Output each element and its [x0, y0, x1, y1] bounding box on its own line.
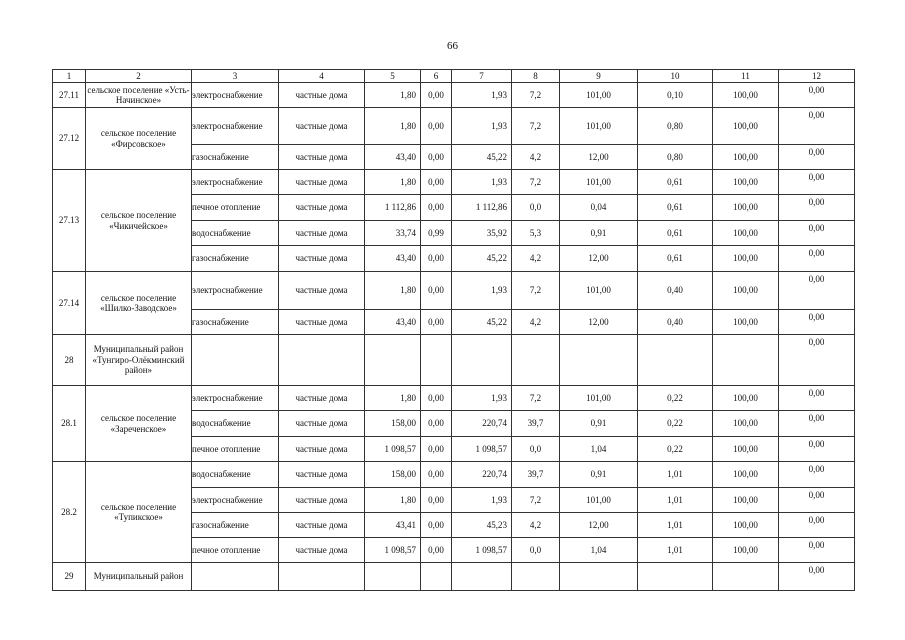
cell-col-9: 101,00 — [560, 488, 638, 513]
cell-col-9: 101,00 — [560, 83, 638, 108]
cell-col-11: 100,00 — [713, 513, 779, 538]
column-header: 10 — [638, 70, 713, 83]
cell-col-11: 100,00 — [713, 170, 779, 195]
cell-col-7: 1 098,57 — [452, 538, 512, 563]
settlement-name: Муниципальный район «Тунгиро-Олёкминский район» — [86, 335, 192, 386]
settlement-name: сельское поселение «Фирсовское» — [86, 108, 192, 170]
cell-col-7 — [452, 563, 512, 591]
cell-col-7: 220,74 — [452, 462, 512, 488]
cell-col-9: 12,00 — [560, 513, 638, 538]
cell-col-11: 100,00 — [713, 310, 779, 335]
cell-col-12: 0,00 — [779, 411, 855, 437]
cell-col-7 — [452, 335, 512, 386]
cell-col-8: 4,2 — [512, 513, 560, 538]
cell-col-5: 43,41 — [365, 513, 421, 538]
cell-col-9: 12,00 — [560, 310, 638, 335]
row-number: 28 — [53, 335, 86, 386]
cell-col-5: 158,00 — [365, 462, 421, 488]
cell-col-10: 1,01 — [638, 488, 713, 513]
cell-col-7: 1,93 — [452, 386, 512, 411]
cell-col-4: частные дома — [279, 462, 365, 488]
table-row — [53, 563, 855, 591]
cell-col-11: 100,00 — [713, 411, 779, 437]
cell-col-11: 100,00 — [713, 462, 779, 488]
page-number: 66 — [447, 40, 458, 52]
cell-col-11: 100,00 — [713, 386, 779, 411]
cell-col-11: 100,00 — [713, 145, 779, 170]
row-number: 28.1 — [53, 386, 86, 462]
cell-col-4: частные дома — [279, 310, 365, 335]
cell-col-6: 0,00 — [421, 195, 452, 221]
cell-col-4: частные дома — [279, 246, 365, 272]
cell-col-8: 39,7 — [512, 462, 560, 488]
column-header: 7 — [452, 70, 512, 83]
row-number: 29 — [53, 563, 86, 591]
cell-col-6: 0,00 — [421, 310, 452, 335]
cell-col-5 — [365, 335, 421, 386]
row-number: 27.12 — [53, 108, 86, 170]
cell-col-10: 0,80 — [638, 145, 713, 170]
row-number: 27.13 — [53, 170, 86, 272]
cell-col-9: 0,91 — [560, 462, 638, 488]
cell-col-5: 1,80 — [365, 386, 421, 411]
cell-col-5: 43,40 — [365, 246, 421, 272]
cell-col-9: 0,91 — [560, 221, 638, 246]
cell-col-5: 1 112,86 — [365, 195, 421, 221]
cell-col-10: 0,40 — [638, 272, 713, 310]
cell-col-12: 0,00 — [779, 513, 855, 538]
cell-col-4: частные дома — [279, 145, 365, 170]
cell-col-10: 1,01 — [638, 462, 713, 488]
cell-col-3: водоснабжение — [192, 411, 279, 437]
cell-col-10: 1,01 — [638, 538, 713, 563]
cell-col-3: газоснабжение — [192, 145, 279, 170]
tariff-table — [52, 69, 855, 591]
cell-col-9: 101,00 — [560, 108, 638, 145]
cell-col-6: 0,00 — [421, 411, 452, 437]
cell-col-3: печное отопление — [192, 437, 279, 462]
cell-col-7: 35,92 — [452, 221, 512, 246]
cell-col-3 — [192, 563, 279, 591]
column-header: 11 — [713, 70, 779, 83]
cell-col-4: частные дома — [279, 170, 365, 195]
cell-col-9 — [560, 563, 638, 591]
cell-col-5: 158,00 — [365, 411, 421, 437]
column-header: 1 — [53, 70, 86, 83]
cell-col-5: 33,74 — [365, 221, 421, 246]
cell-col-5: 1,80 — [365, 488, 421, 513]
cell-col-6: 0,00 — [421, 170, 452, 195]
cell-col-9: 0,91 — [560, 411, 638, 437]
cell-col-10: 0,22 — [638, 411, 713, 437]
header-row — [53, 70, 855, 83]
cell-col-7: 45,22 — [452, 310, 512, 335]
cell-col-7: 1,93 — [452, 488, 512, 513]
cell-col-5 — [365, 563, 421, 591]
cell-col-12: 0,00 — [779, 195, 855, 221]
cell-col-5: 1,80 — [365, 170, 421, 195]
cell-col-9: 1,04 — [560, 538, 638, 563]
cell-col-9 — [560, 335, 638, 386]
cell-col-12: 0,00 — [779, 437, 855, 462]
cell-col-10 — [638, 563, 713, 591]
settlement-name: Муниципальный район — [86, 563, 192, 591]
cell-col-7: 1,93 — [452, 108, 512, 145]
cell-col-5: 43,40 — [365, 145, 421, 170]
cell-col-6: 0,00 — [421, 488, 452, 513]
cell-col-8: 7,2 — [512, 83, 560, 108]
cell-col-8: 4,2 — [512, 145, 560, 170]
column-header: 3 — [192, 70, 279, 83]
cell-col-9: 101,00 — [560, 386, 638, 411]
cell-col-10: 0,22 — [638, 437, 713, 462]
cell-col-3: электроснабжение — [192, 272, 279, 310]
cell-col-12: 0,00 — [779, 310, 855, 335]
cell-col-6: 0,00 — [421, 462, 452, 488]
cell-col-3: электроснабжение — [192, 83, 279, 108]
cell-col-3: печное отопление — [192, 538, 279, 563]
cell-col-10: 0,80 — [638, 108, 713, 145]
settlement-name: сельское поселение «Тупикское» — [86, 462, 192, 563]
cell-col-6: 0,00 — [421, 437, 452, 462]
settlement-name: сельское поселение «Чикичейское» — [86, 170, 192, 272]
cell-col-8: 4,2 — [512, 310, 560, 335]
cell-col-3: электроснабжение — [192, 108, 279, 145]
cell-col-9: 0,04 — [560, 195, 638, 221]
cell-col-8: 7,2 — [512, 272, 560, 310]
cell-col-10: 0,61 — [638, 195, 713, 221]
cell-col-8: 7,2 — [512, 170, 560, 195]
cell-col-11: 100,00 — [713, 488, 779, 513]
table-row — [53, 272, 855, 310]
cell-col-8 — [512, 563, 560, 591]
cell-col-12: 0,00 — [779, 221, 855, 246]
cell-col-11 — [713, 335, 779, 386]
cell-col-11: 100,00 — [713, 108, 779, 145]
cell-col-6 — [421, 563, 452, 591]
cell-col-11 — [713, 563, 779, 591]
cell-col-11: 100,00 — [713, 83, 779, 108]
cell-col-3: электроснабжение — [192, 488, 279, 513]
cell-col-5: 1,80 — [365, 83, 421, 108]
cell-col-9: 12,00 — [560, 145, 638, 170]
cell-col-5: 43,40 — [365, 310, 421, 335]
cell-col-8: 7,2 — [512, 108, 560, 145]
cell-col-7: 1 112,86 — [452, 195, 512, 221]
cell-col-12: 0,00 — [779, 462, 855, 488]
cell-col-12: 0,00 — [779, 538, 855, 563]
cell-col-6: 0,00 — [421, 538, 452, 563]
cell-col-4: частные дома — [279, 195, 365, 221]
cell-col-12: 0,00 — [779, 170, 855, 195]
cell-col-4: частные дома — [279, 411, 365, 437]
cell-col-11: 100,00 — [713, 246, 779, 272]
cell-col-6: 0,00 — [421, 83, 452, 108]
cell-col-11: 100,00 — [713, 272, 779, 310]
cell-col-8: 7,2 — [512, 386, 560, 411]
cell-col-8 — [512, 335, 560, 386]
cell-col-3: газоснабжение — [192, 513, 279, 538]
cell-col-9: 12,00 — [560, 246, 638, 272]
cell-col-8: 5,3 — [512, 221, 560, 246]
cell-col-12: 0,00 — [779, 108, 855, 145]
column-header: 4 — [279, 70, 365, 83]
cell-col-5: 1,80 — [365, 108, 421, 145]
cell-col-4: частные дома — [279, 272, 365, 310]
cell-col-8: 0,0 — [512, 195, 560, 221]
cell-col-4: частные дома — [279, 386, 365, 411]
cell-col-6 — [421, 335, 452, 386]
cell-col-4: частные дома — [279, 488, 365, 513]
row-number: 28.2 — [53, 462, 86, 563]
table-row — [53, 83, 855, 108]
cell-col-6: 0,00 — [421, 246, 452, 272]
cell-col-6: 0,00 — [421, 513, 452, 538]
cell-col-8: 0,0 — [512, 538, 560, 563]
cell-col-10: 0,61 — [638, 221, 713, 246]
table-row — [53, 335, 855, 386]
cell-col-4: частные дома — [279, 538, 365, 563]
cell-col-7: 220,74 — [452, 411, 512, 437]
cell-col-8: 7,2 — [512, 488, 560, 513]
cell-col-8: 39,7 — [512, 411, 560, 437]
cell-col-6: 0,00 — [421, 272, 452, 310]
cell-col-10 — [638, 335, 713, 386]
table-row — [53, 108, 855, 145]
cell-col-11: 100,00 — [713, 538, 779, 563]
cell-col-6: 0,00 — [421, 386, 452, 411]
cell-col-10: 0,61 — [638, 170, 713, 195]
cell-col-7: 1 098,57 — [452, 437, 512, 462]
cell-col-3: водоснабжение — [192, 221, 279, 246]
cell-col-4: частные дома — [279, 108, 365, 145]
cell-col-3: электроснабжение — [192, 386, 279, 411]
cell-col-6: 0,00 — [421, 108, 452, 145]
cell-col-3 — [192, 335, 279, 386]
cell-col-5: 1,80 — [365, 272, 421, 310]
column-header: 6 — [421, 70, 452, 83]
cell-col-12: 0,00 — [779, 488, 855, 513]
cell-col-4: частные дома — [279, 221, 365, 246]
cell-col-7: 45,22 — [452, 246, 512, 272]
cell-col-12: 0,00 — [779, 246, 855, 272]
cell-col-11: 100,00 — [713, 221, 779, 246]
cell-col-4 — [279, 563, 365, 591]
cell-col-3: печное отопление — [192, 195, 279, 221]
cell-col-6: 0,99 — [421, 221, 452, 246]
cell-col-7: 1,93 — [452, 83, 512, 108]
cell-col-10: 0,10 — [638, 83, 713, 108]
cell-col-12: 0,00 — [779, 145, 855, 170]
cell-col-11: 100,00 — [713, 195, 779, 221]
cell-col-3: водоснабжение — [192, 462, 279, 488]
column-header: 9 — [560, 70, 638, 83]
cell-col-7: 1,93 — [452, 272, 512, 310]
cell-col-6: 0,00 — [421, 145, 452, 170]
settlement-name: сельское поселение «Усть-Начинское» — [86, 83, 192, 108]
cell-col-3: электроснабжение — [192, 170, 279, 195]
cell-col-12: 0,00 — [779, 563, 855, 591]
cell-col-7: 45,23 — [452, 513, 512, 538]
table-row — [53, 386, 855, 411]
row-number: 27.11 — [53, 83, 86, 108]
settlement-name: сельское поселение «Зареченское» — [86, 386, 192, 462]
cell-col-5: 1 098,57 — [365, 437, 421, 462]
settlement-name: сельское поселение «Шилко-Заводское» — [86, 272, 192, 335]
table-row — [53, 462, 855, 488]
cell-col-4: частные дома — [279, 513, 365, 538]
column-header: 2 — [86, 70, 192, 83]
cell-col-5: 1 098,57 — [365, 538, 421, 563]
table-row — [53, 170, 855, 195]
cell-col-9: 101,00 — [560, 170, 638, 195]
cell-col-8: 4,2 — [512, 246, 560, 272]
cell-col-11: 100,00 — [713, 437, 779, 462]
cell-col-3: газоснабжение — [192, 246, 279, 272]
cell-col-10: 0,61 — [638, 246, 713, 272]
cell-col-12: 0,00 — [779, 272, 855, 310]
cell-col-12: 0,00 — [779, 335, 855, 386]
cell-col-12: 0,00 — [779, 386, 855, 411]
cell-col-12: 0,00 — [779, 83, 855, 108]
cell-col-7: 1,93 — [452, 170, 512, 195]
cell-col-10: 1,01 — [638, 513, 713, 538]
column-header: 8 — [512, 70, 560, 83]
cell-col-10: 0,40 — [638, 310, 713, 335]
row-number: 27.14 — [53, 272, 86, 335]
cell-col-7: 45,22 — [452, 145, 512, 170]
cell-col-9: 1,04 — [560, 437, 638, 462]
cell-col-8: 0,0 — [512, 437, 560, 462]
column-header: 12 — [779, 70, 855, 83]
cell-col-4: частные дома — [279, 437, 365, 462]
cell-col-10: 0,22 — [638, 386, 713, 411]
cell-col-4: частные дома — [279, 83, 365, 108]
cell-col-3: газоснабжение — [192, 310, 279, 335]
column-header: 5 — [365, 70, 421, 83]
cell-col-9: 101,00 — [560, 272, 638, 310]
cell-col-4 — [279, 335, 365, 386]
